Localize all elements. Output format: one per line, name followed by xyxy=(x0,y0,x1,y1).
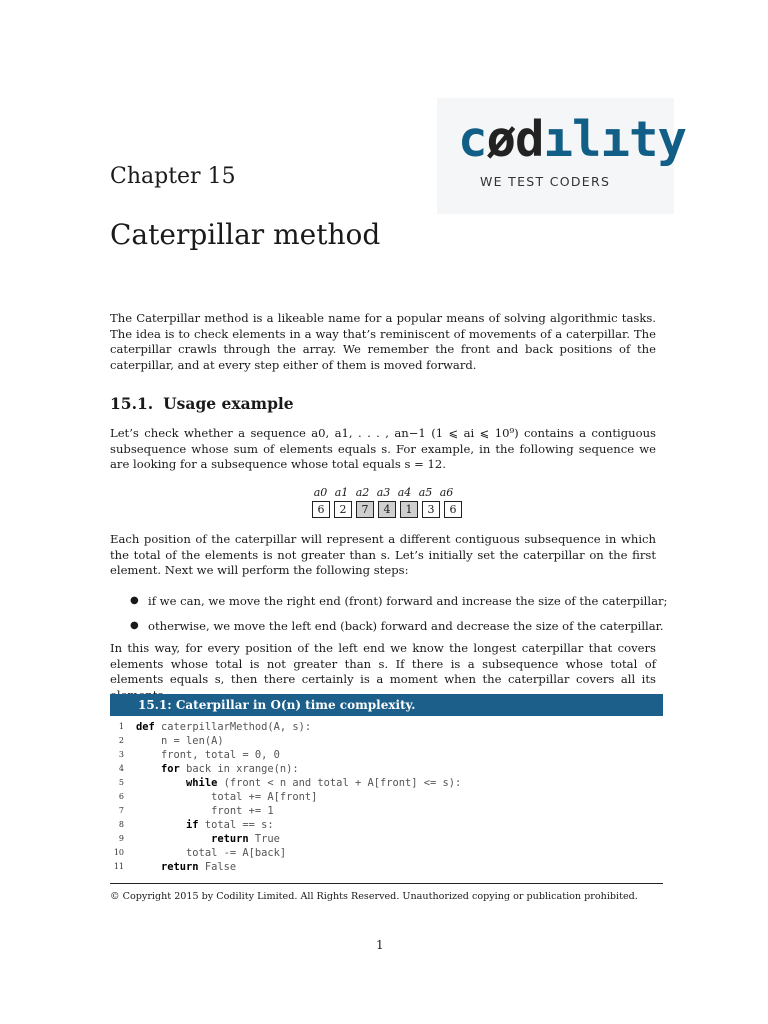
code-text: total += A[front] xyxy=(211,791,318,803)
code-text: return False xyxy=(161,861,237,873)
line-number: 4 xyxy=(118,764,124,773)
sequence-cell: 6 xyxy=(312,501,330,518)
logo-tagline: WE TEST CODERS xyxy=(480,174,611,189)
code-line xyxy=(110,804,663,818)
code-keyword: for xyxy=(161,763,180,775)
sequence-cell: 3 xyxy=(422,501,440,518)
line-number: 7 xyxy=(118,806,124,815)
page-title: Caterpillar method xyxy=(110,218,381,251)
sequence-cell: 7 xyxy=(356,501,374,518)
line-number: 11 xyxy=(113,862,124,871)
line-number: 6 xyxy=(118,792,124,801)
sequence-label: a5 xyxy=(418,486,433,499)
code-text: n = len(A) xyxy=(161,735,224,747)
sequence-label: a6 xyxy=(439,486,454,499)
sequence-cell: 1 xyxy=(400,501,418,518)
code-text: total -= A[back] xyxy=(186,847,287,859)
footnote-rule xyxy=(110,883,663,884)
sequence-labels xyxy=(310,486,464,500)
line-number: 2 xyxy=(118,736,124,745)
bullet-icon: ● xyxy=(130,595,139,606)
line-number: 10 xyxy=(113,848,124,857)
steps-paragraph: Each position of the caterpillar will represent a different contiguous subsequence in which the total of the elements is not greater than s. Let’s initially set the caterpillar on the first element. Next we will perform the following steps: xyxy=(110,532,656,578)
copyright-footnote: © Copyright 2015 by Codility Limited. All Rights Reserved. Unauthorized copying or publication prohibited. xyxy=(110,891,638,902)
sequence-label: a3 xyxy=(376,486,391,499)
line-number: 9 xyxy=(118,834,124,843)
section-heading: 15.1. Usage example xyxy=(110,394,294,413)
line-number: 5 xyxy=(118,778,124,787)
sequence-cell: 6 xyxy=(444,501,462,518)
sequence-cell: 4 xyxy=(378,501,396,518)
code-listing xyxy=(110,720,663,874)
code-keyword: return xyxy=(161,861,199,873)
code-keyword: return xyxy=(211,833,249,845)
intro-paragraph: The Caterpillar method is a likeable name for a popular means of solving algorithmic tasks. The idea is to check elements in a way that’s reminiscent of movements of a caterpillar. The caterpillar crawls through the array. We remember the front and back positions of the caterpillar, and at every step either of them is moved forward. xyxy=(110,311,656,372)
code-line xyxy=(110,762,663,776)
line-number: 3 xyxy=(118,750,124,759)
code-keyword: def xyxy=(136,721,155,733)
code-line xyxy=(110,776,663,790)
sequence-cell: 2 xyxy=(334,501,352,518)
code-text: front += 1 xyxy=(211,805,274,817)
bullet-list xyxy=(130,588,670,638)
code-line xyxy=(110,832,663,846)
sequence-label: a4 xyxy=(397,486,412,499)
logo-wordmark: cødılıty xyxy=(458,111,687,168)
code-text: while (front < n and total + A[front] <= s): xyxy=(186,777,462,789)
sequence-cells xyxy=(310,501,464,518)
usage-paragraph: Let’s check whether a sequence a0, a1, . . . , an−1 (1 ⩽ ai ⩽ 10⁹) contains a contiguous subsequence whose sum of elements equals s. For example, in the following sequence we are looking for a subsequence whose total equals s = 12. xyxy=(110,426,656,472)
code-line xyxy=(110,860,663,874)
sequence-label: a0 xyxy=(313,486,328,499)
sequence-label: a2 xyxy=(355,486,370,499)
code-line xyxy=(110,734,663,748)
code-keyword: if xyxy=(186,819,199,831)
list-item: ● if we can, we move the right end (front) forward and increase the size of the caterpillar; xyxy=(130,593,668,608)
conclusion-paragraph: In this way, for every position of the left end we know the longest caterpillar that covers elements whose total is not greater than s. If there is a subsequence whose total of elements equals s, then there certainly is a moment when the caterpillar covers all its xyxy=(110,641,656,687)
code-text: if total == s: xyxy=(186,819,274,831)
code-line xyxy=(110,748,663,762)
chapter-label: Chapter 15 xyxy=(110,164,236,189)
list-item: ● otherwise, we move the left end (back) forward and decrease the size of the caterpillar. xyxy=(130,618,664,633)
line-number: 1 xyxy=(118,722,124,731)
code-line xyxy=(110,846,663,860)
code-text: return True xyxy=(211,833,280,845)
line-number: 8 xyxy=(118,820,124,829)
code-line xyxy=(110,790,663,804)
code-line xyxy=(110,720,663,734)
code-text: for back in xrange(n): xyxy=(161,763,299,775)
code-keyword: while xyxy=(186,777,218,789)
page-number: 1 xyxy=(376,938,384,952)
sequence-figure xyxy=(310,486,464,518)
code-line xyxy=(110,818,663,832)
bullet-icon: ● xyxy=(130,620,139,631)
sequence-label: a1 xyxy=(334,486,349,499)
code-text: def caterpillarMethod(A, s): xyxy=(136,721,312,733)
code-listing-title: 15.1: Caterpillar in O(n) time complexity. xyxy=(110,694,663,716)
code-text: front, total = 0, 0 xyxy=(161,749,280,761)
